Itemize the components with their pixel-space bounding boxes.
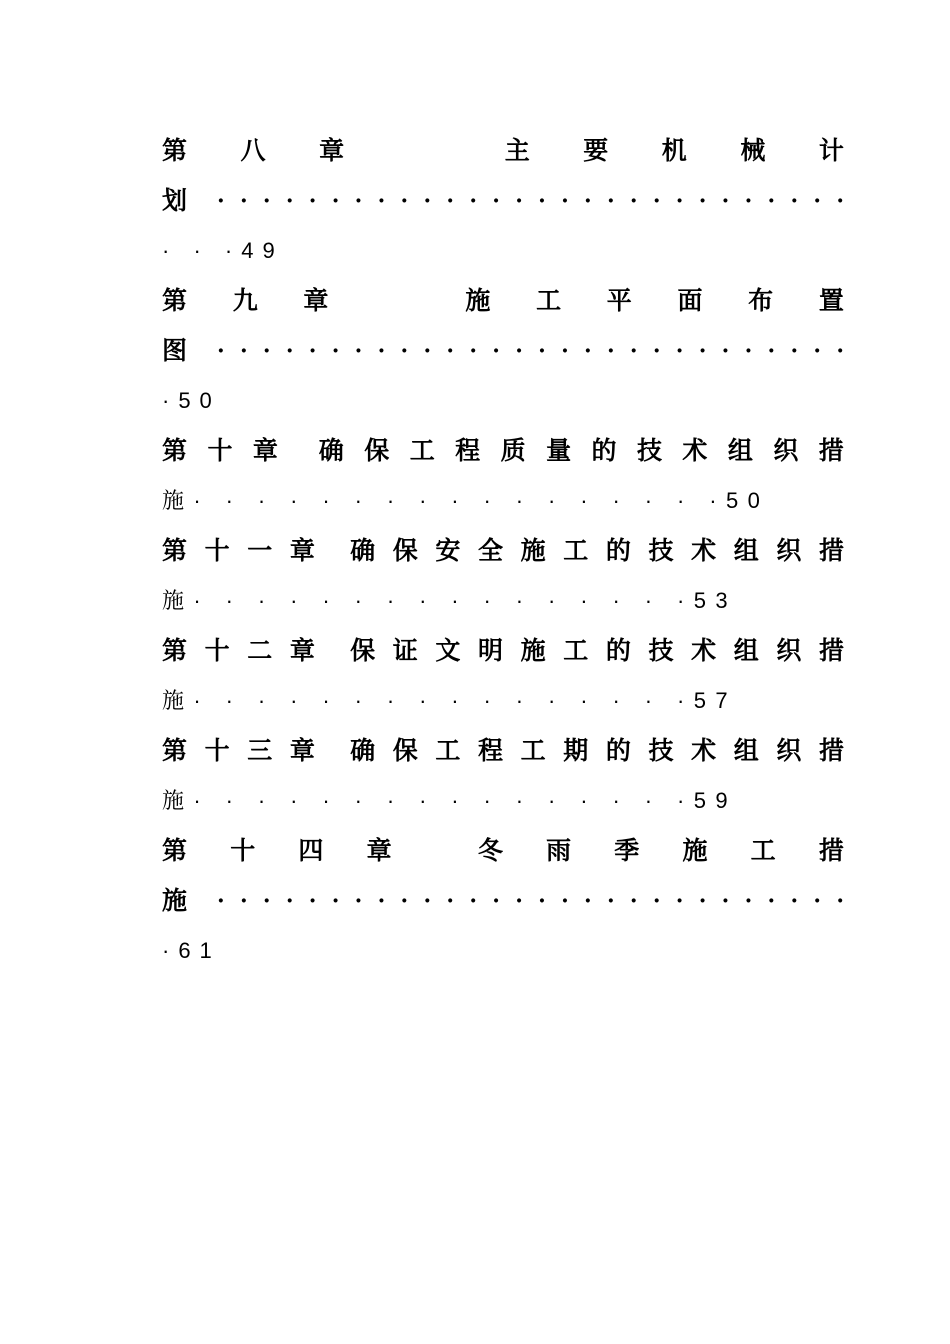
toc-title-char: 平 [606, 286, 632, 315]
leader-dot: · [744, 338, 753, 364]
toc-title-char: 冬 [477, 836, 503, 865]
toc-page-number-line [162, 376, 844, 426]
leader-dot: · [721, 888, 730, 914]
toc-title-char: 措 [818, 436, 844, 465]
toc-title-char: 雨 [546, 836, 572, 865]
toc-page-number: ·50 [162, 388, 221, 413]
toc-title-char: 第 [162, 736, 188, 765]
toc-title-char: 程 [455, 436, 481, 465]
toc-title-char: 九 [232, 286, 258, 315]
leader-dot: · [469, 338, 477, 364]
leader-dot: · [377, 188, 386, 214]
leader-dot: · [262, 188, 271, 214]
toc-title-char: 术 [691, 636, 717, 665]
leader-dot: · [354, 888, 363, 914]
toc-title-char: 织 [776, 636, 802, 665]
toc-title-char: 术 [691, 536, 717, 565]
toc-title-char: 织 [776, 536, 802, 565]
toc-title-char: 组 [733, 736, 759, 765]
leader-dot: · [606, 338, 615, 364]
toc-title-char: 施 [465, 286, 491, 315]
toc-title-char: 三 [247, 736, 273, 765]
toc-title-char: 确 [350, 736, 376, 765]
leader-dot: · [400, 888, 409, 914]
toc-title-char: 的 [605, 536, 631, 565]
toc-title-char: 十 [204, 536, 230, 565]
leader-dot: · [400, 188, 409, 214]
leader-dot: · [561, 888, 569, 914]
leader-dot: · [262, 338, 271, 364]
toc-title-char: 第 [162, 136, 188, 165]
leader-dot: · [331, 338, 340, 364]
toc-title-char: 划 [162, 186, 188, 215]
toc-title-char: 全 [477, 536, 503, 565]
leader-dot: · [492, 888, 500, 914]
leader-dot: · [721, 188, 730, 214]
toc-title-char: 措 [818, 736, 844, 765]
toc-title-char: 十 [204, 636, 230, 665]
toc-title-char: 术 [691, 736, 717, 765]
leader-dot: · [217, 888, 225, 914]
toc-title-char: 工 [520, 736, 546, 765]
leader-dot: · [217, 188, 225, 214]
leader-dot: · [813, 888, 822, 914]
leader-dot: · [469, 188, 477, 214]
toc-title-char: 组 [727, 436, 753, 465]
leader-dot: · [790, 338, 799, 364]
toc-title-char: 组 [733, 636, 759, 665]
toc-leader-line [162, 476, 844, 526]
toc-leader-line [162, 576, 844, 626]
leader-dot: · [652, 188, 661, 214]
toc-title-char: 术 [682, 436, 708, 465]
toc-title-char: 质 [500, 436, 526, 465]
toc-entry-title [162, 726, 844, 776]
leader-dot: · [744, 888, 753, 914]
toc-title-char: 工 [409, 436, 435, 465]
leader-dot: · [698, 188, 707, 214]
toc-title-char: 工 [563, 536, 589, 565]
toc-title-char: 要 [583, 136, 609, 165]
toc-entry-title [162, 626, 844, 676]
toc-title-char: 二 [247, 636, 273, 665]
toc-title-char: 章 [289, 636, 315, 665]
toc-title-char: 章 [303, 286, 329, 315]
toc-leader-line [162, 176, 844, 226]
toc-title-char: 工 [435, 736, 461, 765]
toc-title-char: 措 [818, 636, 844, 665]
leader-dot: · [446, 888, 455, 914]
toc-entry-title [162, 126, 844, 176]
leader-dot: · [469, 888, 477, 914]
leader-dot: · [538, 188, 546, 214]
leader-dot: · [217, 338, 225, 364]
toc-title-char: 施 [520, 636, 546, 665]
leader-dot: · [492, 338, 500, 364]
toc-title-char: 的 [605, 636, 631, 665]
leader-dot: · [767, 188, 776, 214]
leader-dot: · [354, 188, 363, 214]
leader-dot: · [698, 888, 707, 914]
toc-title-char: 的 [591, 436, 617, 465]
toc-title-char: 文 [435, 636, 461, 665]
leader-dot: · [629, 888, 638, 914]
leader-dot: · [538, 888, 546, 914]
leader-dot: · [767, 338, 776, 364]
toc-title-char: 技 [636, 436, 662, 465]
toc-title-char: 期 [563, 736, 589, 765]
toc-title-char: 章 [366, 836, 392, 865]
toc-entry-title [162, 426, 844, 476]
leader-dot: · [308, 338, 317, 364]
leader-dot: · [790, 888, 799, 914]
toc-title-char: 十 [230, 836, 256, 865]
toc-title-char: 工 [563, 636, 589, 665]
toc-title-char: 机 [661, 136, 687, 165]
toc-page-number: ·61 [162, 938, 221, 963]
toc-page-number-line [162, 226, 844, 276]
toc-title-char: 章 [319, 136, 345, 165]
toc-title-char: 章 [289, 536, 315, 565]
leader-dot: · [285, 188, 294, 214]
toc-title-char: 证 [392, 636, 418, 665]
leader-dot: · [423, 338, 432, 364]
toc-entry-title [162, 526, 844, 576]
leader-dot: · [721, 338, 730, 364]
leader-dot: · [308, 888, 317, 914]
leader-dot: · [675, 338, 684, 364]
leader-dot: · [813, 338, 822, 364]
toc-title-char: 第 [162, 836, 188, 865]
leader-dot: · [262, 888, 271, 914]
dot-leader [187, 326, 844, 376]
toc-title-char: 技 [648, 636, 674, 665]
toc-title-char: 量 [546, 436, 572, 465]
leader-dot: · [377, 338, 386, 364]
toc-title-char: 第 [162, 436, 188, 465]
toc-leader-line [162, 326, 844, 376]
toc-page-number: 施· · · · · · · · · · · · · · · ·59 [162, 788, 737, 813]
toc-title-char: 组 [733, 536, 759, 565]
toc-title-char: 明 [477, 636, 503, 665]
toc-leader-line [162, 876, 844, 926]
toc-title-char: 织 [776, 736, 802, 765]
toc-title-char: 技 [648, 536, 674, 565]
toc-title-char: 施 [682, 836, 708, 865]
toc-title-char: 保 [364, 436, 390, 465]
leader-dot: · [377, 888, 386, 914]
toc-title-char: 置 [818, 286, 844, 315]
leader-dot: · [423, 188, 432, 214]
dot-leader [187, 176, 844, 226]
leader-dot: · [584, 338, 592, 364]
leader-dot: · [584, 888, 592, 914]
toc-title-char: 四 [298, 836, 324, 865]
toc-title-char: 措 [818, 836, 844, 865]
leader-dot: · [675, 888, 684, 914]
toc-title-char: 确 [318, 436, 344, 465]
toc-entry-title [162, 276, 844, 326]
toc-entry-title [162, 826, 844, 876]
leader-dot: · [813, 188, 822, 214]
dot-leader [187, 876, 844, 926]
toc-leader-line [162, 776, 844, 826]
toc-title-char: 计 [818, 136, 844, 165]
leader-dot: · [652, 338, 661, 364]
leader-dot: · [767, 888, 776, 914]
toc-title-char: 工 [750, 836, 776, 865]
toc-page-number: · · ·49 [162, 238, 284, 263]
toc-title-char: 保 [392, 736, 418, 765]
leader-dot: · [698, 338, 707, 364]
leader-dot: · [629, 338, 638, 364]
toc-page-number: 施· · · · · · · · · · · · · · · ·53 [162, 588, 737, 613]
toc-title-char: 面 [677, 286, 703, 315]
leader-dot: · [561, 338, 569, 364]
toc-title-char: 章 [289, 736, 315, 765]
toc-title-char: 第 [162, 636, 188, 665]
toc-leader-line [162, 676, 844, 726]
toc-title-char: 十 [204, 736, 230, 765]
toc-page-number-line [162, 926, 844, 976]
toc-title-char: 确 [350, 536, 376, 565]
leader-dot: · [400, 338, 409, 364]
leader-dot: · [652, 888, 661, 914]
toc-title-char: 一 [247, 536, 273, 565]
leader-dot: · [606, 888, 615, 914]
leader-dot: · [239, 888, 248, 914]
leader-dot: · [423, 888, 432, 914]
toc-title-char: 图 [162, 336, 188, 365]
leader-dot: · [285, 338, 294, 364]
leader-dot: · [675, 188, 684, 214]
toc-title-char: 技 [648, 736, 674, 765]
toc-title-char: 工 [536, 286, 562, 315]
leader-dot: · [515, 888, 523, 914]
leader-dot: · [492, 188, 500, 214]
leader-dot: · [836, 888, 844, 914]
leader-dot: · [538, 338, 546, 364]
toc-title-char: 第 [162, 286, 188, 315]
leader-dot: · [308, 188, 317, 214]
toc-title-char: 安 [435, 536, 461, 565]
toc-title-char: 布 [748, 286, 774, 315]
toc-title-char: 保 [350, 636, 376, 665]
toc-title-char: 施 [520, 536, 546, 565]
leader-dot: · [836, 338, 844, 364]
leader-dot: · [629, 188, 638, 214]
leader-dot: · [744, 188, 753, 214]
leader-dot: · [446, 188, 455, 214]
toc-page-number: 施· · · · · · · · · · · · · · · · ·50 [162, 488, 770, 513]
toc-title-char: 第 [162, 536, 188, 565]
leader-dot: · [606, 188, 615, 214]
toc-title-char: 织 [773, 436, 799, 465]
leader-dot: · [836, 188, 844, 214]
toc-title-char: 保 [392, 536, 418, 565]
leader-dot: · [446, 338, 455, 364]
leader-dot: · [331, 188, 340, 214]
leader-dot: · [790, 188, 799, 214]
toc-title-char: 十 [207, 436, 233, 465]
toc-title-char: 施 [162, 886, 188, 915]
table-of-contents [162, 126, 844, 976]
toc-title-char: 主 [504, 136, 530, 165]
leader-dot: · [239, 188, 248, 214]
toc-title-char: 八 [240, 136, 266, 165]
leader-dot: · [354, 338, 363, 364]
leader-dot: · [561, 188, 569, 214]
toc-title-char: 章 [252, 436, 278, 465]
toc-page-number: 施· · · · · · · · · · · · · · · ·57 [162, 688, 737, 713]
leader-dot: · [331, 888, 340, 914]
leader-dot: · [515, 338, 523, 364]
leader-dot: · [285, 888, 294, 914]
toc-title-char: 械 [740, 136, 766, 165]
leader-dot: · [239, 338, 248, 364]
leader-dot: · [584, 188, 592, 214]
toc-title-char: 季 [614, 836, 640, 865]
toc-title-char: 的 [605, 736, 631, 765]
toc-title-char: 程 [477, 736, 503, 765]
toc-title-char: 措 [818, 536, 844, 565]
leader-dot: · [515, 188, 523, 214]
